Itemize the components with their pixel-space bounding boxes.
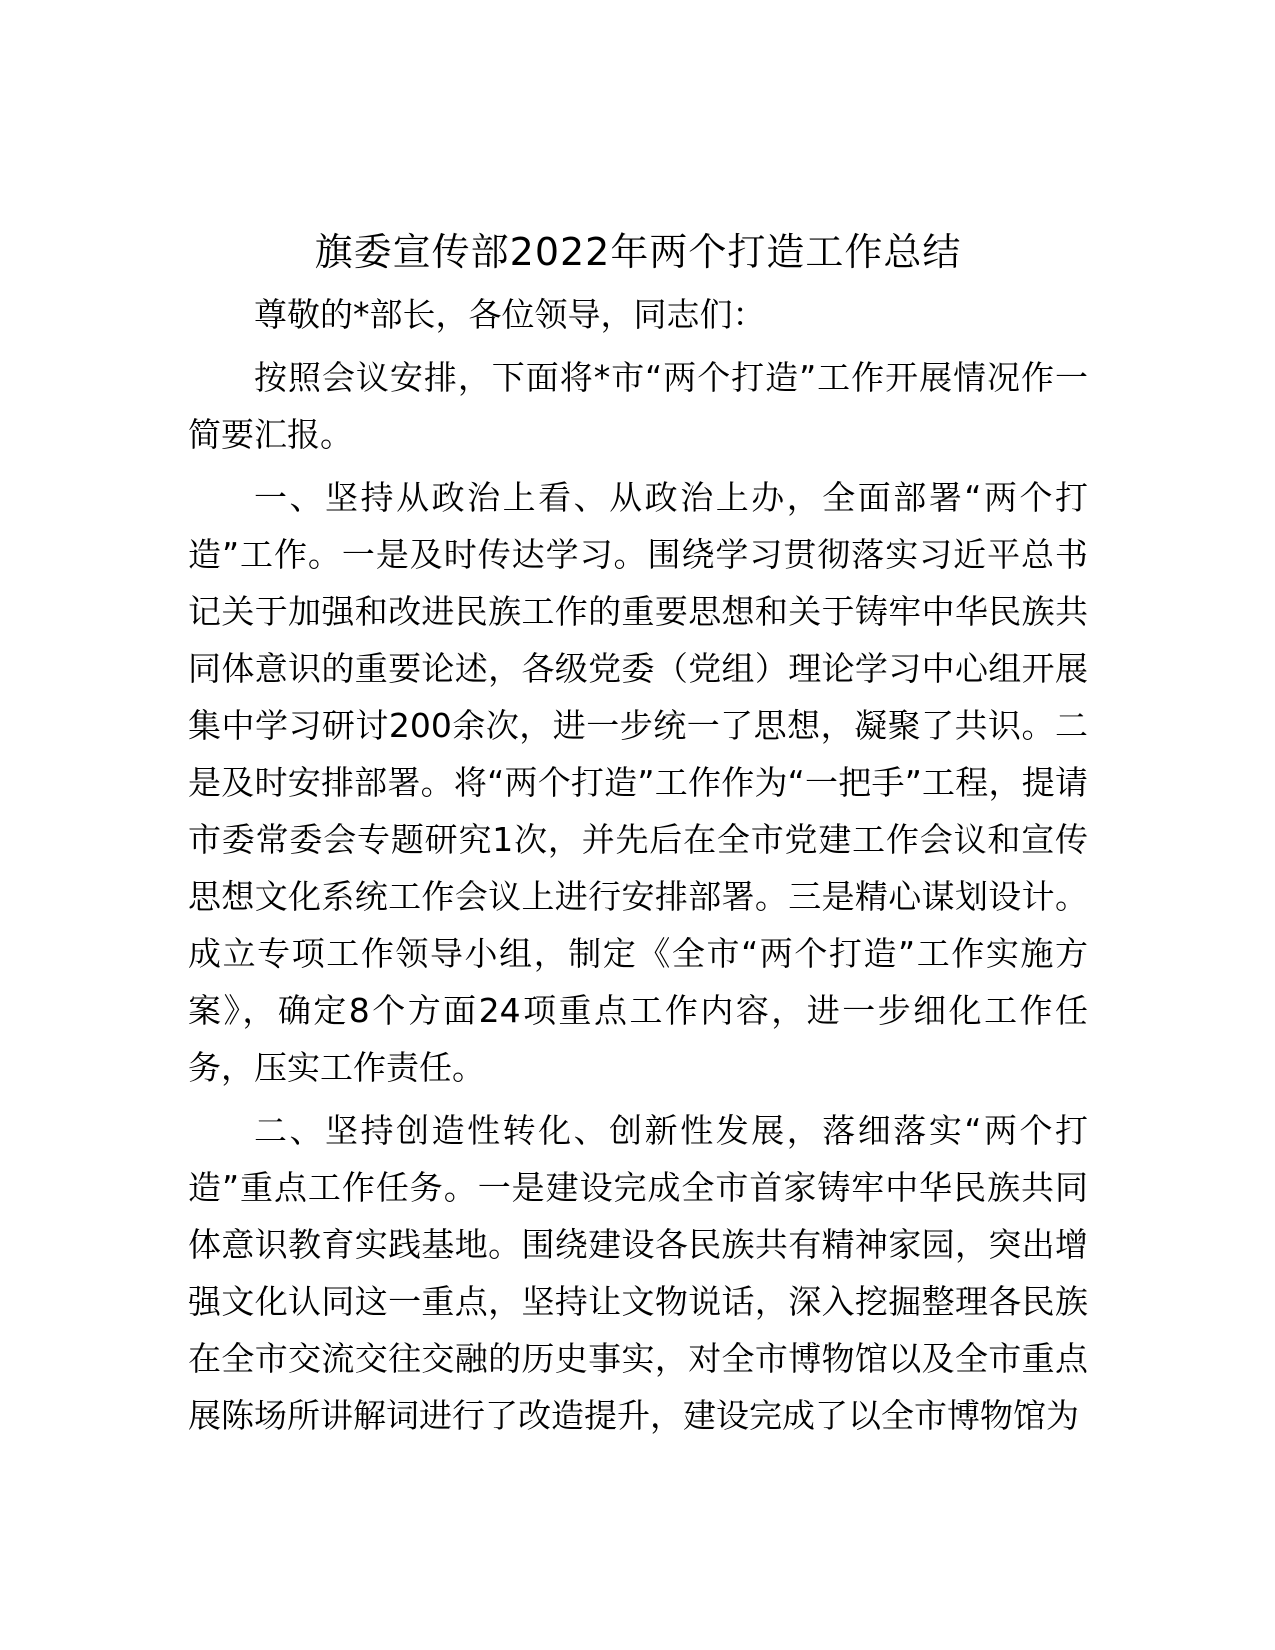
paragraph-section-one: 一、坚持从政治上看、从政治上办，全面部署“两个打造”工作。一是及时传达学习。围绕学习贯彻落实习近平总书记关于加强和改进民族工作的重要思想和关于铸牢中华民族共同体意识的重要论述，各级党委（党组）理论学习中心组开展集中学习研讨200余次，进一步统一了思想，凝聚了共识。二是及时安排部署。将“两个打造”工作作为“一把手”工程，提请市委常委会专题研究1次，并先后在全市党建工作会议和宣传思想文化系统工作会议上进行安排部署。三是精心谋划设计。成立专项工作领导小组，制定《全市“两个打造”工作实施方案》，确定8个方面24项重点工作内容，进一步细化工作任务，压实工作责任。 bbox=[188, 478, 1088, 1087]
paragraph-intro: 按照会议安排，下面将*市“两个打造”工作开展情况作一简要汇报。 bbox=[188, 358, 1088, 454]
document-title: 旗委宣传部2022年两个打造工作总结 bbox=[314, 230, 962, 274]
salutation: 尊敬的*部长，各位领导，同志们： bbox=[254, 295, 766, 334]
paragraph-section-two: 二、坚持创造性转化、创新性发展，落细落实“两个打造”重点工作任务。一是建设完成全市首家铸牢中华民族共同体意识教育实践基地。围绕建设各民族共有精神家园，突出增强文化认同这一重点，坚持让文物说话，深入挖掘整理各民族在全市交流交往交融的历史事实，对全市博物馆以及全市重点展陈场所讲解词进行了改造提升，建设完成了以全市博物馆为 bbox=[188, 1111, 1088, 1435]
document-body bbox=[188, 222, 1088, 1450]
